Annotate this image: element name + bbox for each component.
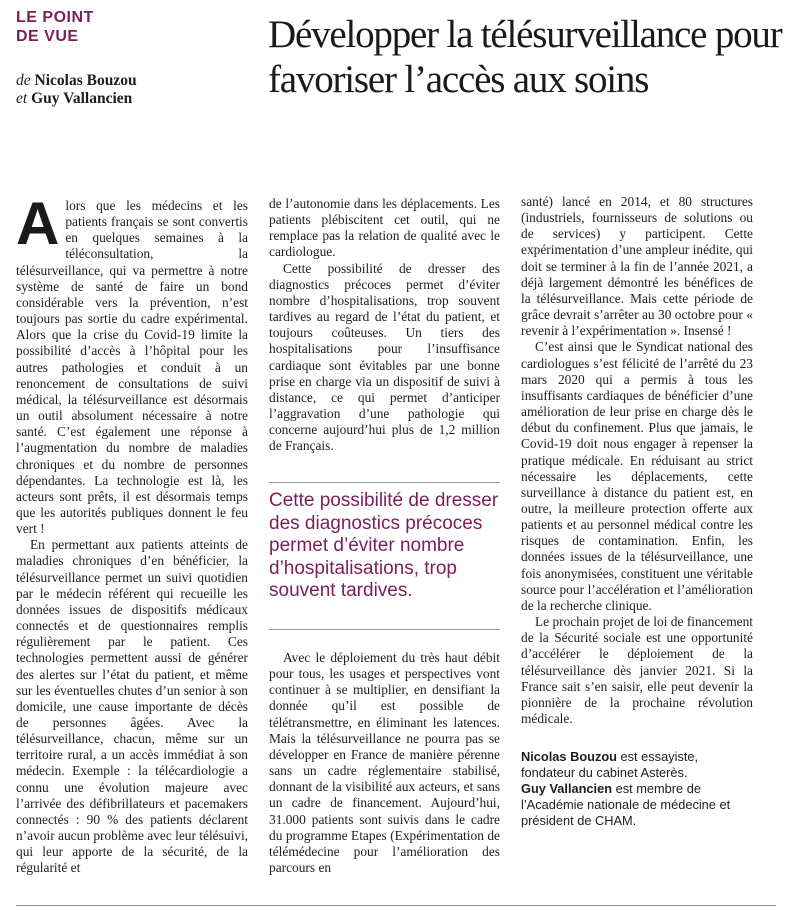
paragraph: Avec le déploiement du très haut débit pour tous, les usages et perspectives vont continuer à se multiplier, en densifiant la donnée qu’il est possible de télétransmettre, en éliminant les latences. Mais la télésurveillance ne pourra pas se développer en France de manière pérenne sans un cadre réglementaire stabilisé, donnant de la visibilité aux acteurs, et sans un cadre de financement. Aujourd’hui, 31.000 patients sont suivis dans le cadre du programme Etapes (Expérimentation de télémédecine pour l’amélioration des parcours en [269,650,500,876]
section-kicker [16,8,94,46]
paragraph-text: lors que les médecins et les patients français se sont convertis en quelques semaines à la téléconsultation, la télésurveillance, qui va permettre à notre système de santé de faire un bond considérable vers la prévention, n’est toujours pas sortie du cadre expérimental. Alors que la crise du Covid-19 limite la possibilité d’accès à l’hôpital pour les autres pathologies et conduit à un renoncement de consultations de suivi médical, la télésurveillance est désormais un outil absolument nécessaire à notre santé. C’est également une réponse à l’augmentation du nombre de maladies chroniques et du nombre de personnes dépendantes. La technologie est là, les acteurs sont prêts, il est désormais temps que les autorités publiques donnent le feu vert ! [16,198,248,537]
bio-desc-1: est essayiste, fondateur du cabinet Asterès. [521,749,699,781]
bio-name-1: Nicolas Bouzou [521,749,617,765]
page-bottom-rule [16,905,776,906]
paragraph: Cette possibilité de dresser des diagnostics précoces permet d’éviter nombre d’hospitalisations, trop souvent tardives au regard de l’état du patient, et toujours coûteuses. Un tiers des hospitalisations pour l’insuffisance cardiaque sont évitables par une bonne prise en charge via un dispositif de suivi à distance, ce qui permet d’anticiper l’aggravation d’une pathologie qui concerne aujourd’hui plus de 1,2 million de Français. [269,260,500,454]
headline: Développer la télésurveillance pour favoriser l’accès aux soins [268,13,782,101]
author-bios [521,749,753,829]
article-column-1 [16,190,249,877]
paragraph: En permettant aux patients atteints de maladies chroniques d’en bénéficier, la télésurveillance permet un suivi quotidien par le médecin référent qui recueille les données issues de dispositifs médicaux connectés et de questionnaires remplis régulièrement par le patient. Ces technologies permettent aussi de générer des alertes sur l’état du patient, et même sur les éventuelles chutes d’un senior à son domicile, une cause importante de décès de personnes âgées. Avec la télésurveillance, chacun, même sur un territoire rural, a un accès immédiat à son médecin. Exemple : la télécardiologie a connu une évolution majeure avec l’arrivée des défibrillateurs et pacemakers connectés : 90 % des patients déclarent n’avoir aucun problème avec leur télésuivi, qui leur apporte de la sécurité, de la régularité et [16,537,249,876]
byline [16,72,137,108]
article-column-3 [521,194,753,829]
bio-desc-2: est membre de l’Académie nationale de médecine et président de CHAM. [521,781,731,829]
paragraph: Le prochain projet de loi de financement de la Sécurité sociale est une opportunité d’accélérer le déploiement de la télésurveillance dès janvier 2021. Si la France sait s’en saisir, elle peut devenir la pionnière de la prochaine révolution médicale. [521,614,753,726]
byline-et: et [16,90,28,107]
pull-quote-rule-top [269,482,500,483]
paragraph [16,190,248,537]
paragraph: santé) lancé en 2014, et 80 structures (industriels, fournisseurs de solutions ou de services) y participent. Cette expérimentation d’une ampleur inédite, qui doit se terminer à la fin de l’année 2021, a déjà largement démontré les bénéfices de la télésurveillance. Mais cette période de grâce devrait s’arrêter au 30 octobre pour « revenir à l’expérimentation ». Insensé ! [521,194,753,339]
bio-name-2: Guy Vallancien [521,781,613,797]
pull-quote: Cette possibilité de dresser des diagnostics précoces permet d’éviter nombre d’hospitalisations, trop souvent tardives. [269,490,499,601]
paragraph: C’est ainsi que le Syndicat national des cardiologues s’est félicité de l’arrêté du 23 mars 2020 qui a permis à tous les insuffisants cardiaques de bénéficier d’une amélioration de leur prise en charge dès le début du confinement. Plus que jamais, le Covid-19 doit nous engager à repenser la pratique médicale. En réduisant au strict nécessaire les déplacements, cette surveillance à distance du patient est, en outre, la meilleure protection offerte aux patients et au personnel médical contre les risques de contamination. Enfin, les données issues de la télésurveillance, une fois anonymisées, constituent une véritable source pour l’accélération et l’amélioration de la recherche clinique. [521,339,753,613]
kicker-line-1: LE POINT [16,9,94,26]
kicker-line-2: DE VUE [16,28,79,45]
byline-de: de [16,72,31,89]
article-column-2 [269,196,500,455]
byline-author-1: Nicolas Bouzou [34,72,137,89]
article-column-2-continued [269,650,500,876]
byline-author-2: Guy Vallancien [31,90,133,107]
paragraph: de l’autonomie dans les déplacements. Les patients plébiscitent cet outil, qui ne remplace pas la relation de qualité avec le cardiologue. [269,196,500,260]
drop-cap: A [16,190,60,257]
pull-quote-rule-bottom [269,629,500,630]
